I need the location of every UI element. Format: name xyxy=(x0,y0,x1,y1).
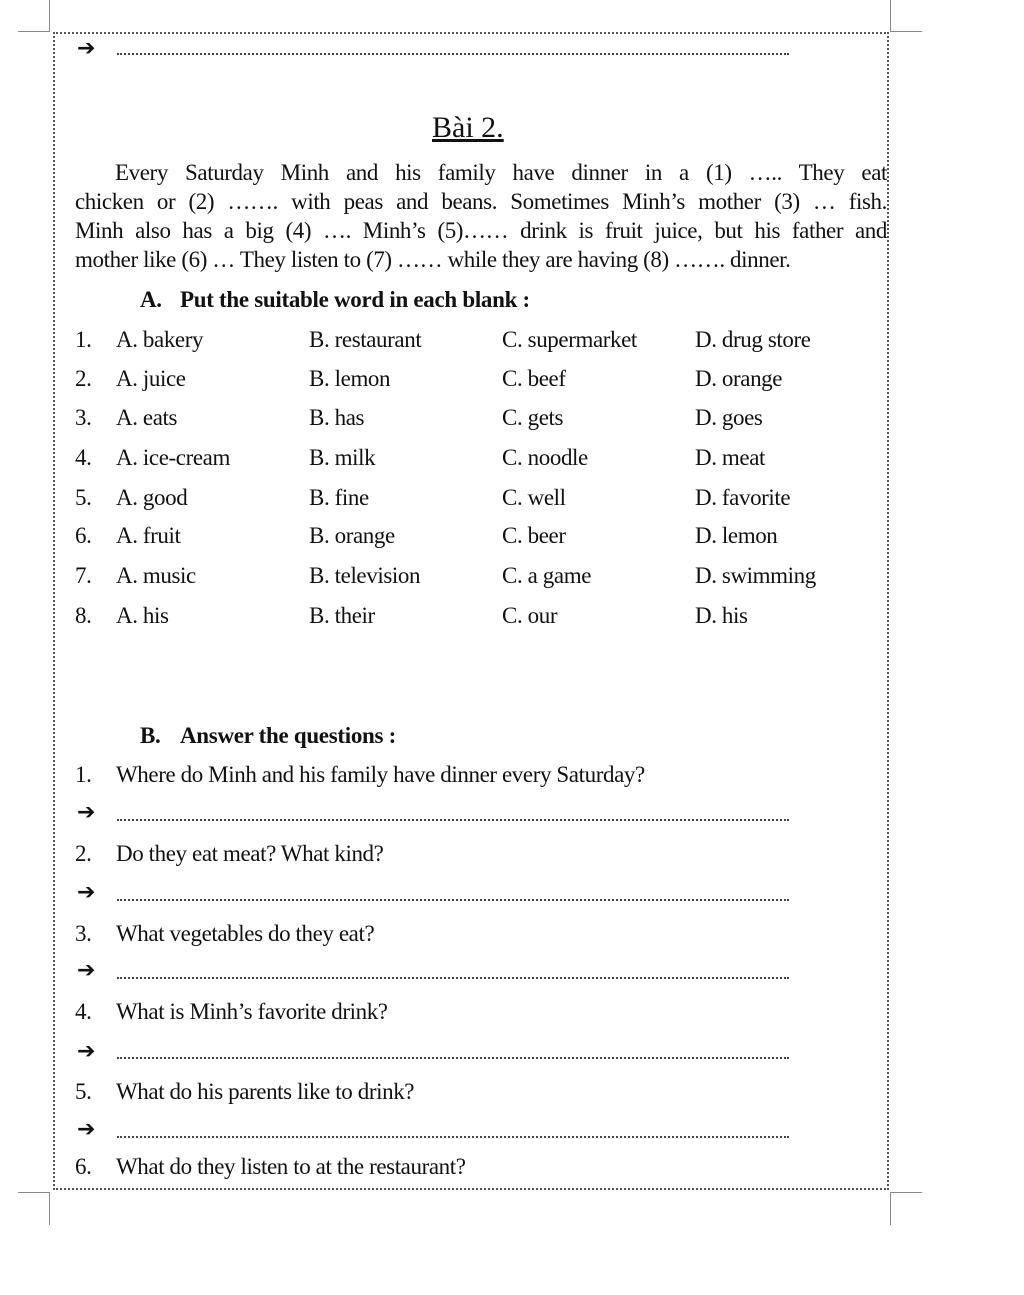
option-c: C. a game xyxy=(502,563,592,588)
option-a: A. bakery xyxy=(116,327,204,352)
item-number: 4. xyxy=(75,445,92,470)
question-number: 5. xyxy=(75,1079,92,1104)
passage-line: mother like (6) … They listen to (7) …… while they are having (8) ……. dinner. xyxy=(75,247,791,272)
section-b-label: B. xyxy=(140,723,161,748)
option-a: A. music xyxy=(116,563,196,588)
crop-mark-top-right-h xyxy=(890,31,922,32)
crop-mark-bottom-left-v xyxy=(49,1192,50,1225)
option-d: D. meat xyxy=(695,445,766,470)
arrow-icon: ➔ xyxy=(77,880,96,905)
question-number: 2. xyxy=(75,841,92,866)
option-a: A. his xyxy=(116,603,169,628)
option-a: A. fruit xyxy=(116,523,181,548)
option-b: B. their xyxy=(309,603,375,628)
item-number: 7. xyxy=(75,563,92,588)
option-d: D. goes xyxy=(695,405,763,430)
passage-line: Minh also has a big (4) …. Minh’s (5)…… drink is fruit juice, but his father and xyxy=(75,218,887,243)
question-text: Where do Minh and his family have dinner every Saturday? xyxy=(116,762,645,787)
crop-mark-bottom-left-h xyxy=(18,1192,50,1193)
option-b: B. milk xyxy=(309,445,376,470)
option-c: C. noodle xyxy=(502,445,588,470)
section-a-title: Put the suitable word in each blank : xyxy=(180,287,530,312)
crop-mark-top-right-v xyxy=(890,0,891,32)
item-number: 3. xyxy=(75,405,92,430)
section-b-heading xyxy=(140,722,396,750)
option-d: D. lemon xyxy=(695,523,778,548)
option-a: A. ice-cream xyxy=(116,445,230,470)
crop-mark-bottom-right-h xyxy=(890,1192,922,1193)
arrow-icon: ➔ xyxy=(77,958,96,983)
option-c: C. well xyxy=(502,485,566,510)
option-a: A. good xyxy=(116,485,188,510)
option-c: C. supermarket xyxy=(502,327,637,352)
option-b: B. lemon xyxy=(309,366,391,391)
option-b: B. has xyxy=(309,405,365,430)
arrow-icon: ➔ xyxy=(77,800,96,825)
answer-line[interactable] xyxy=(117,819,789,821)
option-d: D. swimming xyxy=(695,563,816,588)
answer-line[interactable] xyxy=(117,899,789,901)
item-number: 1. xyxy=(75,327,92,352)
passage-line: chicken or (2) ……. with peas and beans. Sometimes Minh’s mother (3) … fish. xyxy=(75,189,887,214)
question-text: What vegetables do they eat? xyxy=(116,921,375,946)
question-number: 4. xyxy=(75,999,92,1024)
option-c: C. our xyxy=(502,603,558,628)
crop-mark-top-left-v xyxy=(49,0,50,32)
answer-line[interactable] xyxy=(117,977,789,979)
question-number: 3. xyxy=(75,921,92,946)
option-b: B. restaurant xyxy=(309,327,422,352)
question-text: What do his parents like to drink? xyxy=(116,1079,415,1104)
section-b-title: Answer the questions : xyxy=(180,723,396,748)
arrow-icon: ➔ xyxy=(77,36,96,61)
item-number: 2. xyxy=(75,366,92,391)
question-text: What is Minh’s favorite drink? xyxy=(116,999,388,1024)
reading-passage xyxy=(75,158,887,274)
section-a-label: A. xyxy=(140,287,162,312)
option-a: A. juice xyxy=(116,366,186,391)
question-number: 6. xyxy=(75,1154,92,1179)
option-d: D. drug store xyxy=(695,327,811,352)
answer-line[interactable] xyxy=(117,1057,789,1059)
exercise-title: Bài 2. xyxy=(432,111,504,144)
arrow-icon: ➔ xyxy=(77,1039,96,1064)
option-d: D. orange xyxy=(695,366,783,391)
question-text: Do they eat meat? What kind? xyxy=(116,841,384,866)
answer-line[interactable] xyxy=(117,1136,789,1138)
crop-mark-top-left-h xyxy=(18,31,50,32)
question-number: 1. xyxy=(75,762,92,787)
option-c: C. gets xyxy=(502,405,564,430)
option-b: B. fine xyxy=(309,485,369,510)
option-a: A. eats xyxy=(116,405,178,430)
passage-line: Every Saturday Minh and his family have dinner in a (1) ….. They eat xyxy=(115,160,887,185)
crop-mark-bottom-right-v xyxy=(890,1192,891,1225)
option-b: B. television xyxy=(309,563,421,588)
question-text: What do they listen to at the restaurant? xyxy=(116,1154,466,1179)
item-number: 5. xyxy=(75,485,92,510)
answer-line xyxy=(117,53,789,55)
option-d: D. favorite xyxy=(695,485,791,510)
section-a-heading xyxy=(140,286,530,314)
arrow-icon: ➔ xyxy=(77,1117,96,1142)
option-d: D. his xyxy=(695,603,748,628)
item-number: 6. xyxy=(75,523,92,548)
item-number: 8. xyxy=(75,603,92,628)
option-c: C. beer xyxy=(502,523,566,548)
option-b: B. orange xyxy=(309,523,395,548)
option-c: C. beef xyxy=(502,366,566,391)
